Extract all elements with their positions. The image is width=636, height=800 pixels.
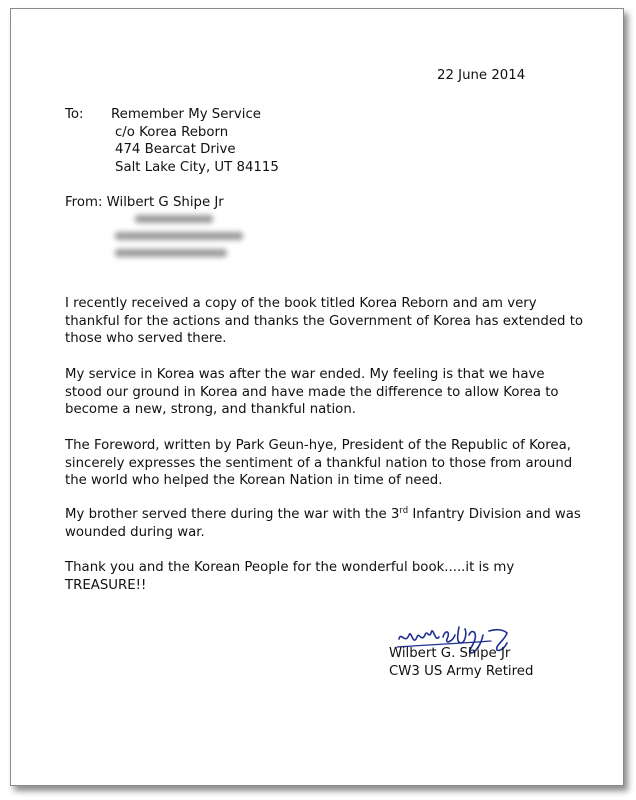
- recipient-address: [111, 106, 279, 176]
- paragraph-4-text: My brother served there during the war with the 3: [65, 507, 400, 522]
- paragraph-5: Thank you and the Korean People for the wonderful book.....it is my TREASURE!!: [65, 560, 515, 593]
- letter-page: [10, 8, 624, 786]
- paragraph-1: I recently received a copy of the book titled Korea Reborn and am very thankful for the actions and thanks the Government of Korea has extended to those who served there.: [65, 296, 584, 346]
- paragraph-3: The Foreword, written by Park Geun-hye, President of the Republic of Korea, sincerely expresses the sentiment of a thankful nation to those from around the world who helped the Korean Nation in time of need.: [65, 438, 573, 488]
- recipient-line: 474 Bearcat Drive: [115, 142, 236, 157]
- to-label: To:: [65, 107, 84, 122]
- recipient-line: Remember My Service: [111, 107, 261, 122]
- ordinal-suffix: rd: [399, 506, 409, 516]
- recipient-line: c/o Korea Reborn: [115, 124, 229, 140]
- signature-title: CW3 US Army Retired: [389, 664, 534, 679]
- paragraph-2: My service in Korea was after the war ended. My feeling is that we have stood our ground in Korea and have made the difference to allow Korea to become a new, strong, and thankful nation.: [65, 367, 559, 417]
- letter-date: 22 June 2014: [437, 68, 526, 83]
- redacted-address-blur: [113, 211, 253, 267]
- sender-line: From: Wilbert G Shipe Jr: [65, 195, 224, 210]
- paragraph-4-text-end: Infantry Division and was wounded during war.: [65, 507, 581, 540]
- redacted-sender-address: [113, 211, 253, 272]
- recipient-line: Salt Lake City, UT 84115: [115, 159, 279, 175]
- paragraph-4: [65, 506, 585, 541]
- signature-name: Wilbert G. Shipe Jr: [389, 646, 511, 661]
